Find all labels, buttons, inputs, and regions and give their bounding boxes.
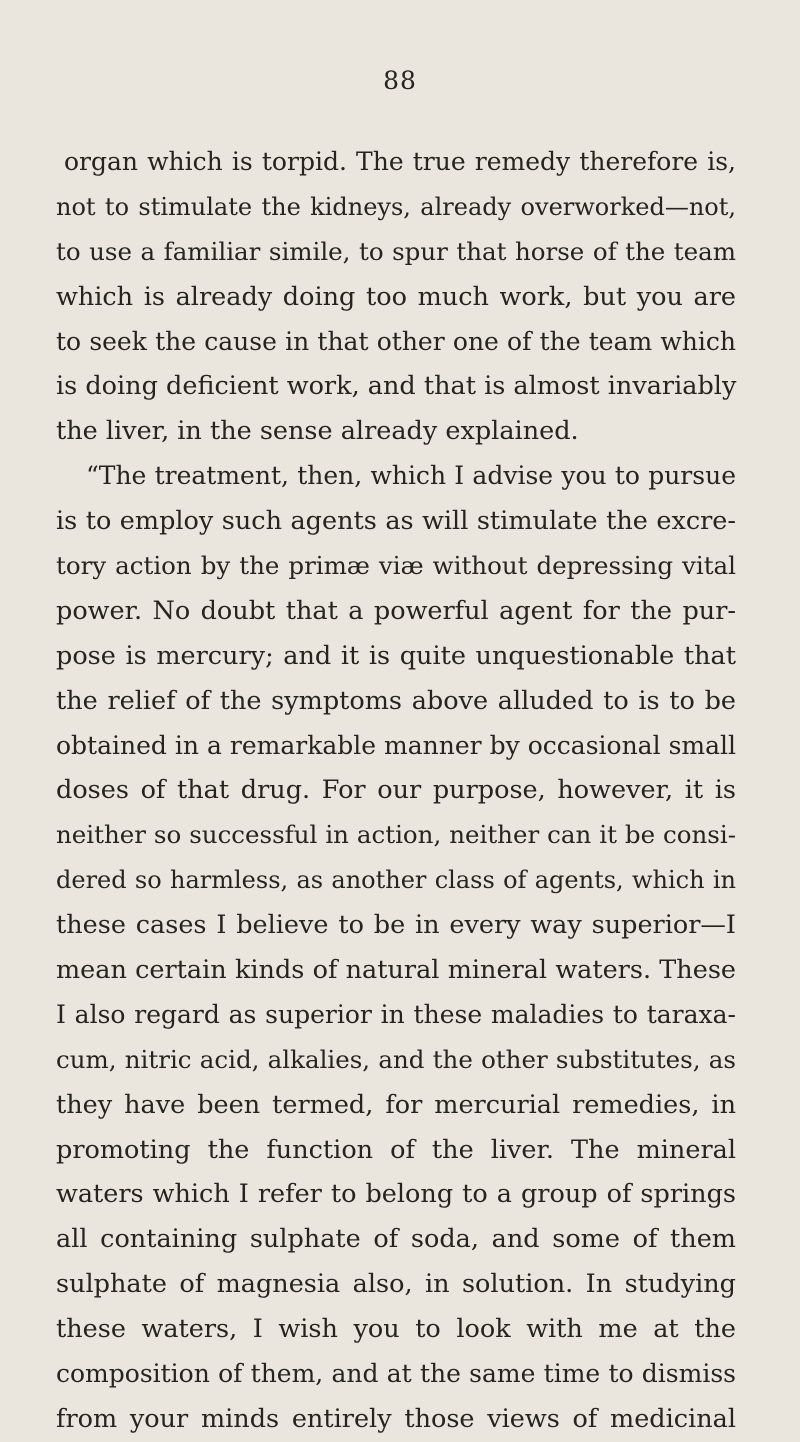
text-line: sulphate of magnesia also, in solution. In studying [56, 1269, 736, 1300]
text-line: not to stimulate the kidneys, already overworked—not, [56, 192, 736, 221]
text-line: doses of that drug. For our purpose, however, it is [56, 775, 736, 806]
text-line: waters which I refer to belong to a group of springs [56, 1179, 736, 1210]
text-line: dered so harmless, as another class of agents, which in [56, 866, 736, 895]
text-line: I also regard as superior in these maladies to taraxa- [56, 999, 736, 1029]
text-line: tory action by the primæ viæ without depressing vital [56, 551, 736, 581]
text-line: “The treatment, then, which I advise you to pursue [86, 461, 736, 491]
text-line: composition of them, and at the same time to dismiss [56, 1359, 736, 1389]
text-line: mean certain kinds of natural mineral waters. These [56, 955, 736, 986]
text-line: promoting the function of the liver. The mineral [56, 1134, 736, 1165]
text-line: they have been termed, for mercurial remedies, in [56, 1089, 736, 1120]
text-line: is doing deficient work, and that is almost invariably [56, 371, 737, 402]
text-line: these waters, I wish you to look with me at the [56, 1314, 736, 1345]
body-text [56, 140, 736, 1442]
text-line: from your minds entirely those views of medicinal [56, 1403, 736, 1434]
text-line: pose is mercury; and it is quite unquestionable that [56, 640, 736, 671]
text-line: to seek the cause in that other one of the team which [56, 326, 736, 356]
text-line: the liver, in the sense already explained. [56, 416, 579, 447]
text-line: cum, nitric acid, alkalies, and the other substitutes, as [56, 1044, 736, 1074]
text-line: power. No doubt that a powerful agent for the pur- [56, 595, 736, 626]
text-line: is to employ such agents as will stimulate the excre- [56, 506, 736, 537]
text-line: organ which is torpid. The true remedy therefore is, [64, 147, 736, 176]
text-line: all containing sulphate of soda, and some of them [56, 1224, 736, 1255]
text-line: to use a familiar simile, to spur that horse of the team [56, 236, 736, 266]
text-line: which is already doing too much work, but you are [56, 281, 736, 312]
text-line: the relief of the symptoms above alluded to is to be [56, 685, 736, 716]
text-line: obtained in a remarkable manner by occasional small [56, 730, 736, 760]
text-line: neither so successful in action, neither can it be consi- [56, 820, 736, 850]
text-line: these cases I believe to be in every way superior—I [56, 910, 736, 941]
page-number: 88 [383, 66, 417, 95]
